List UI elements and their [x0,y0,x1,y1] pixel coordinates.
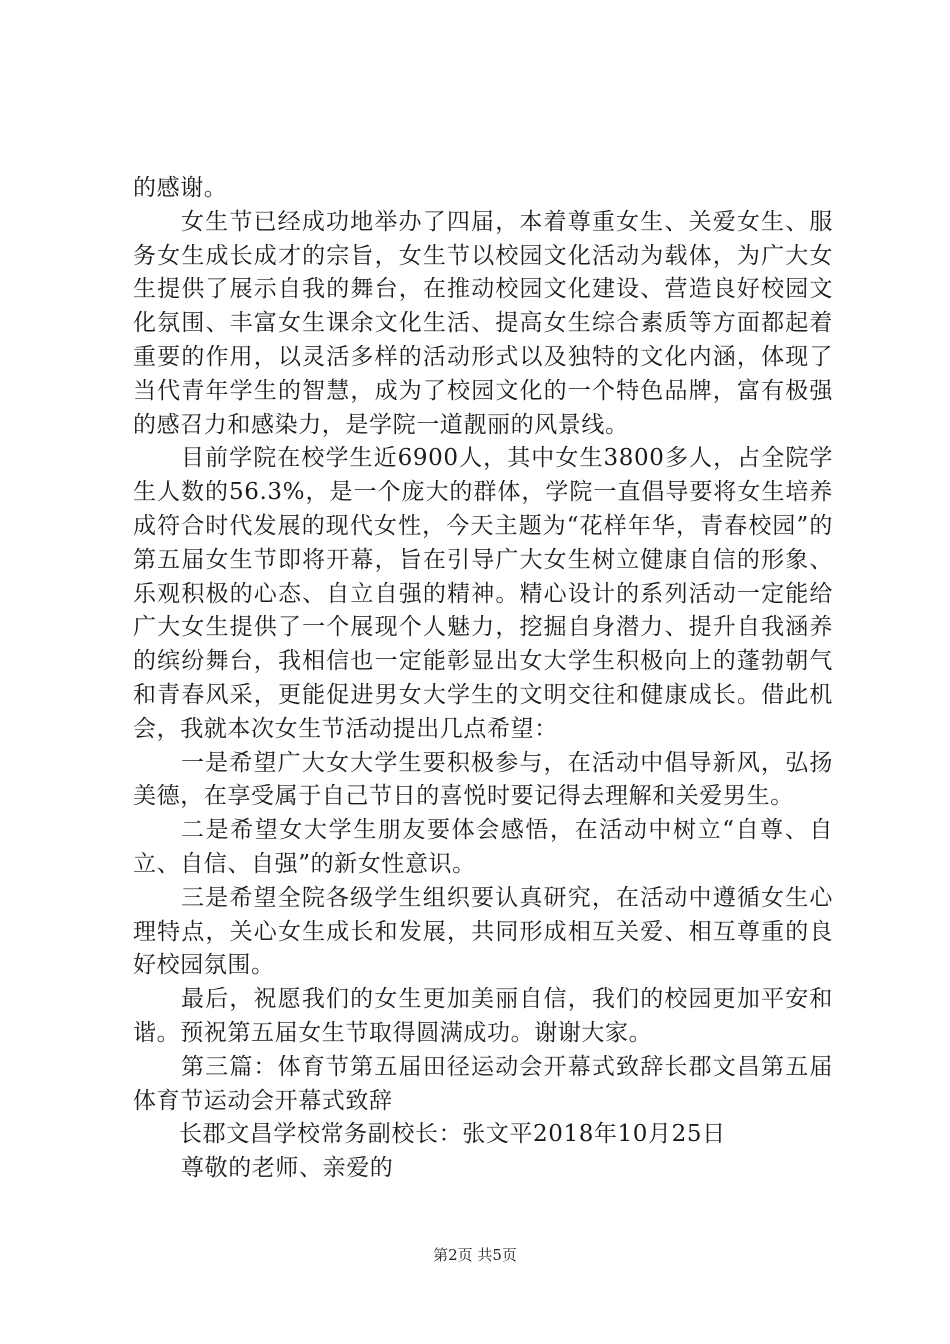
paragraph-closing: 最后，祝愿我们的女生更加美丽自信，我们的校园更加平安和谐。预祝第五届女生节取得圆满成功。谢谢大家。 [133,986,833,1046]
paragraph-hope-two: 二是希望女大学生朋友要体会感悟，在活动中树立“自尊、自立、自信、自强”的新女性意识。 [133,817,833,877]
paragraph-hope-three: 三是希望全院各级学生组织要认真研究，在活动中遵循女生心理特点，关心女生成长和发展，共同形成相互关爱、相互尊重的良好校园氛围。 [133,884,833,979]
paragraph-continuation: 的感谢。 [133,175,228,201]
paragraph-student-statistics: 目前学院在校学生近6900人，其中女生3800多人，占全院学生人数的56.3%，是一个庞大的群体，学院一直倡导要将女生培养成符合时代发展的现代女性，今天主题为“花样年华，青春校园”的第五届女生节即将开幕，旨在引导广大女生树立健康自信的形象、乐观积极的心态、自立自强的精神。精心设计的系列活动一定能给广大女生提供了一个展现个人魅力，挖掘自身潜力、提升自我涵养的缤纷舞台，我相信也一定能彰显出女大学生积极向上的蓬勃朝气和青春风采，更能促进男女大学生的文明交往和健康成长。借此机会，我就本次女生节活动提出几点希望： [133,445,833,742]
section-heading-third: 第三篇：体育节第五届田径运动会开幕式致辞长郡文昌第五届体育节运动会开幕式致辞 [133,1053,833,1114]
paragraph-womens-day-history: 女生节已经成功地举办了四届，本着尊重女生、关爱女生、服务女生成长成才的宗旨，女生节以校园文化活动为载体，为广大女生提供了展示自我的舞台，在推动校园文化建设、营造良好校园文化氛围、丰富女生课余文化生活、提高女生综合素质等方面都起着重要的作用，以灵活多样的活动形式以及独特的文化内涵，体现了当代青年学生的智慧，成为了校园文化的一个特色品牌，富有极强的感召力和感染力，是学院一道靓丽的风景线。 [133,208,833,438]
document-body [133,172,833,1186]
salutation-line: 尊敬的老师、亲爱的 [181,1155,394,1182]
paragraph-hope-one: 一是希望广大女大学生要积极参与，在活动中倡导新风，弘扬美德，在享受属于自己节日的喜悦时要记得去理解和关爱男生。 [133,749,833,810]
speaker-signature-line: 长郡文昌学校常务副校长：张文平2018年10月25日 [179,1121,726,1148]
page-number-footer: 第2页 共5页 [433,1246,517,1264]
